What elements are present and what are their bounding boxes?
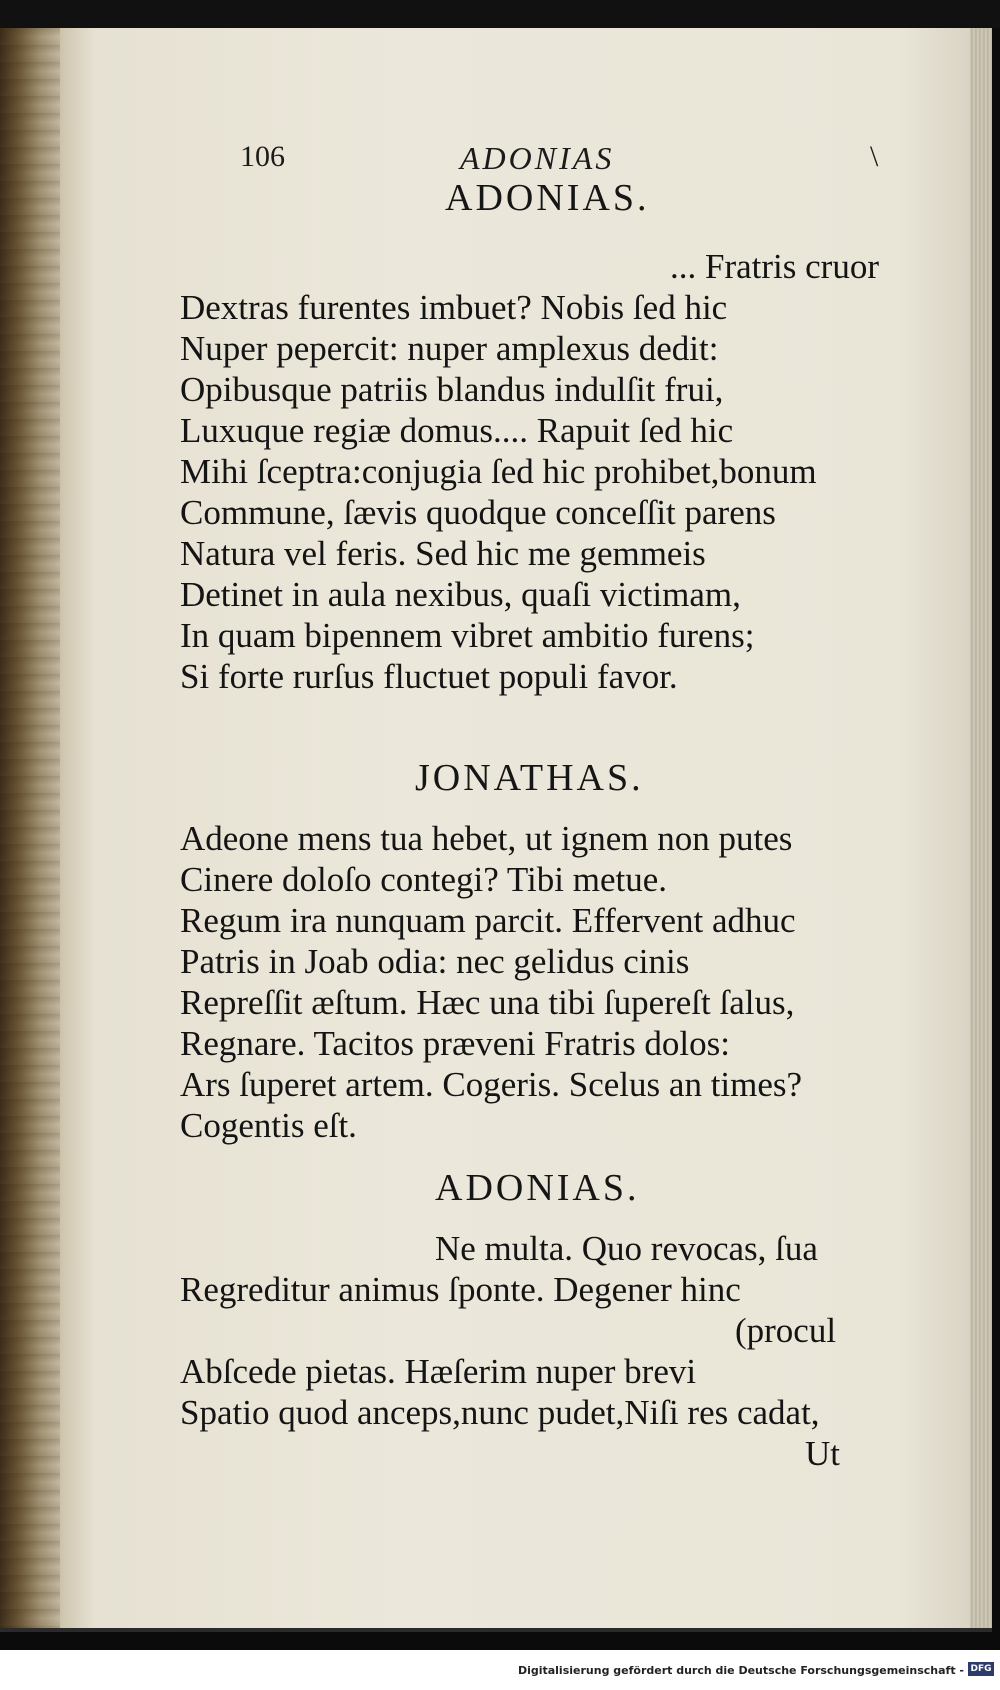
digitization-footer	[0, 1650, 1000, 1690]
verse-line: Adeone mens tua hebet, ut ignem non putes	[180, 819, 793, 858]
verse-line: Mihi ſceptra:conjugia ſed hic prohibet,bonum	[180, 452, 817, 491]
verse-block	[180, 1228, 940, 1474]
speaker-heading: ADONIAS.	[445, 177, 650, 219]
verse-line: (procul	[735, 1311, 837, 1350]
speaker-heading: ADONIAS.	[435, 1167, 640, 1209]
verse-line: ... Fratris cruor	[670, 247, 879, 286]
verse-line: Detinet in aula nexibus, quaſi victimam,	[180, 575, 741, 614]
page-number: 106	[240, 140, 285, 173]
verse-block	[180, 818, 940, 1146]
verse-line: Dextras furentes imbuet? Nobis ſed hic	[180, 288, 728, 327]
verse-line: Ars ſuperet artem. Cogeris. Scelus an times?	[180, 1065, 803, 1104]
verse-line: Si forte rurſus fluctuet populi favor.	[180, 657, 678, 696]
top-border	[0, 0, 1000, 28]
verse-line: Regreditur animus ſponte. Degener hinc	[180, 1270, 741, 1309]
verse-line: Opibusque patriis blandus indulſit frui,	[180, 370, 724, 409]
verse-line: Cogentis eſt.	[180, 1106, 357, 1145]
verse-line: Spatio quod anceps,nunc pudet,Niſi res cadat,	[180, 1393, 820, 1432]
book-page	[0, 28, 992, 1632]
verse-line: Ut	[805, 1434, 840, 1473]
verse-line: Regnare. Tacitos præveni Fratris dolos:	[180, 1024, 731, 1063]
verse-line: Cinere doloſo contegi? Tibi metue.	[180, 860, 668, 899]
header-mark: \	[870, 140, 879, 173]
verse-line: Patris in Joab odia: nec gelidus cinis	[180, 942, 690, 981]
running-title: ADONIAS	[460, 140, 615, 176]
verse-line: Commune, ſævis quodque conceſſit parens	[180, 493, 776, 532]
verse-line: Regum ira nunquam parcit. Effervent adhuc	[180, 901, 796, 940]
verse-line: Natura vel feris. Sed hic me gemmeis	[180, 534, 706, 573]
verse-block	[180, 246, 940, 697]
verse-line: Ne multa. Quo revocas, ſua	[435, 1229, 818, 1268]
verse-line: Nuper pepercit: nuper amplexus dedit:	[180, 329, 719, 368]
speaker-heading: JONATHAS.	[415, 757, 644, 799]
verse-line: Luxuque regiæ domus.... Rapuit ſed hic	[180, 411, 734, 450]
footer-credit: Digitalisierung gefördert durch die Deutsche Forschungsgemeinschaft -	[517, 1664, 964, 1677]
verse-line: Repreſſit æſtum. Hæc una tibi ſupereſt ſalus,	[180, 983, 795, 1022]
verse-line: Abſcede pietas. Hæſerim nuper brevi	[180, 1352, 697, 1391]
dfg-logo: DFG	[968, 1662, 994, 1676]
verse-line: In quam bipennem vibret ambitio furens;	[180, 616, 755, 655]
page-header	[230, 140, 910, 180]
